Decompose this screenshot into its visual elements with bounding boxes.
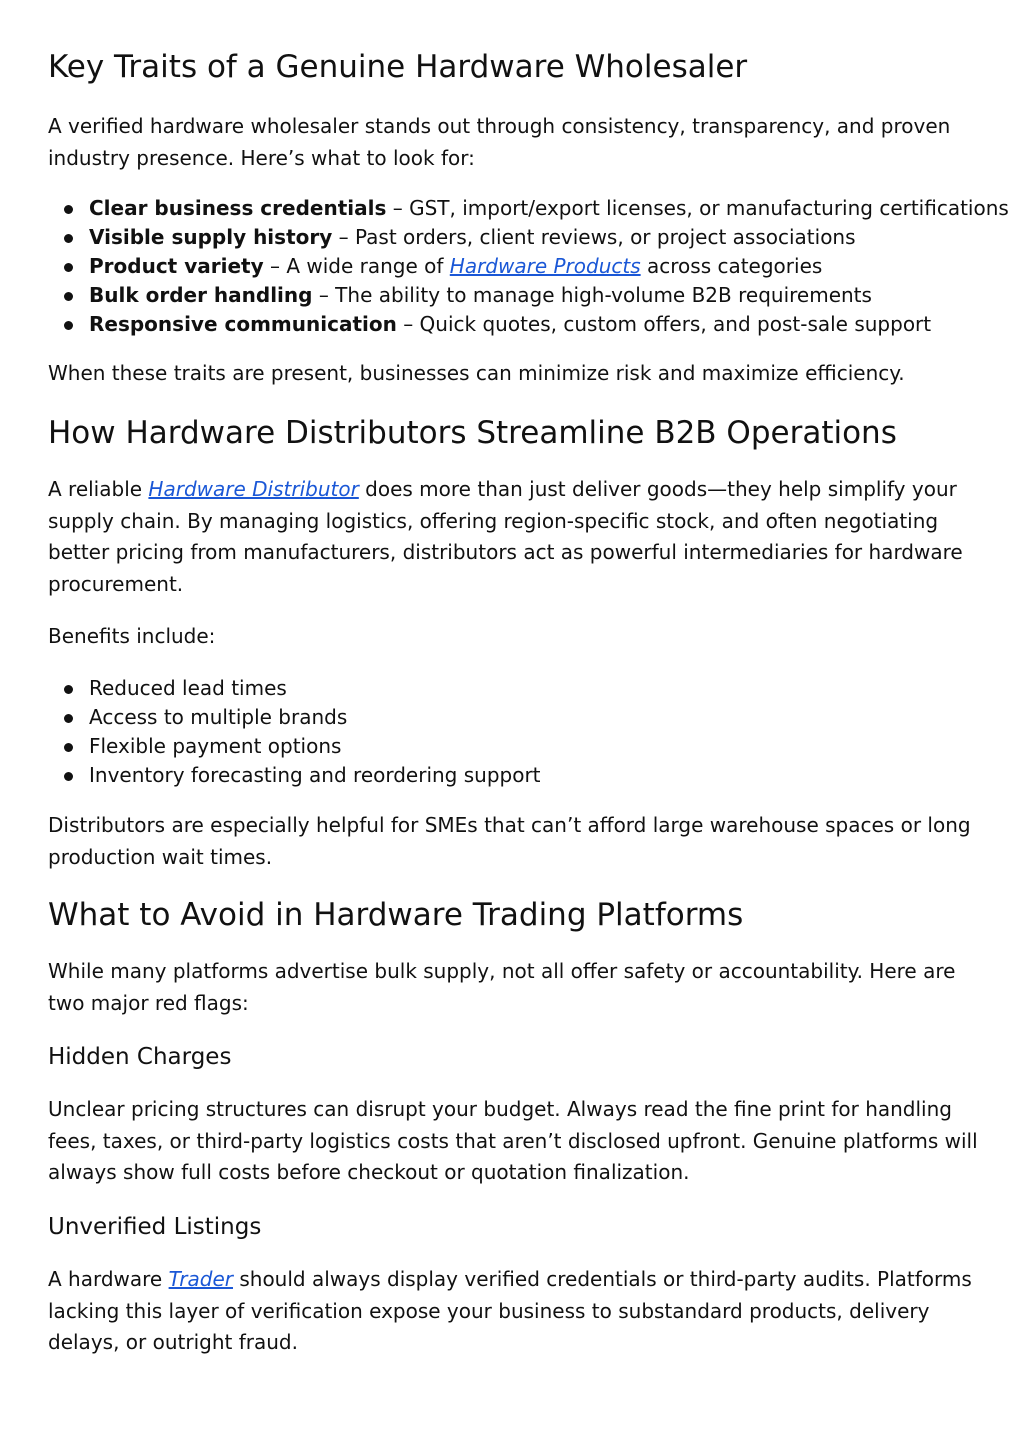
benefits-list (48, 674, 541, 790)
distributors-paragraph: A reliable Hardware Distributor does more than just deliver goods—they help simplify your supply chain. By managing logistics, offering region-specific stock, and often negotiating better pricing from manufacturers, distributors act as powerful intermediaries for hardware procurement. (48, 477, 963, 596)
list-item: Responsive communication – Quick quotes, custom offers, and post-sale support (48, 310, 1009, 339)
what-to-avoid-intro: While many platforms advertise bulk supply, not all offer safety or accountability. Here are two major red flags: (48, 959, 956, 1015)
hardware-products-link[interactable]: Hardware Products (449, 254, 641, 278)
trader-link[interactable]: Trader (168, 1267, 233, 1291)
list-item: Inventory forecasting and reordering support (48, 761, 541, 790)
list-item: Access to multiple brands (48, 703, 541, 732)
bullet-icon (64, 205, 73, 214)
section-heading-distributors: How Hardware Distributors Streamline B2B Operations (48, 415, 897, 451)
distributors-closing: Distributors are especially helpful for SMEs that can’t afford large warehouse spaces or long production wait times. (48, 813, 971, 869)
bullet-icon (64, 714, 73, 723)
bullet-icon (64, 743, 73, 752)
hardware-distributor-link[interactable]: Hardware Distributor (148, 477, 359, 501)
bullet-icon (64, 292, 73, 301)
subheading-unverified-listings: Unverified Listings (48, 1214, 262, 1240)
unverified-listings-paragraph: A hardware Trader should always display verified credentials or third-party audits. Platforms lacking this layer of verification expose your business to substandard products, delivery delays, or outright fraud. (48, 1267, 972, 1354)
bullet-icon (64, 321, 73, 330)
bullet-icon (64, 234, 73, 243)
key-traits-closing: When these traits are present, businesses can minimize risk and maximize efficiency. (48, 361, 905, 385)
key-traits-intro: A verified hardware wholesaler stands out through consistency, transparency, and proven industry presence. Here’s what to look for: (48, 114, 951, 170)
list-item: Reduced lead times (48, 674, 541, 703)
hidden-charges-paragraph: Unclear pricing structures can disrupt your budget. Always read the fine print for handling fees, taxes, or third-party logistics costs that aren’t disclosed upfront. Genuine platforms will always show full costs before checkout or quotation finalization. (48, 1097, 978, 1184)
bullet-icon (64, 685, 73, 694)
list-item: Visible supply history – Past orders, client reviews, or project associations (48, 223, 1009, 252)
bullet-icon (64, 772, 73, 781)
list-item: Flexible payment options (48, 732, 541, 761)
traits-list (48, 194, 1009, 339)
bullet-icon (64, 263, 73, 272)
list-item: Bulk order handling – The ability to manage high-volume B2B requirements (48, 281, 1009, 310)
section-heading-what-to-avoid: What to Avoid in Hardware Trading Platforms (48, 897, 744, 933)
benefits-intro: Benefits include: (48, 624, 216, 648)
subheading-hidden-charges: Hidden Charges (48, 1044, 232, 1070)
section-heading-key-traits: Key Traits of a Genuine Hardware Wholesaler (48, 49, 748, 85)
list-item: Clear business credentials – GST, import/export licenses, or manufacturing certifications (48, 194, 1009, 223)
list-item: Product variety – A wide range of Hardware Products across categories (48, 252, 1009, 281)
